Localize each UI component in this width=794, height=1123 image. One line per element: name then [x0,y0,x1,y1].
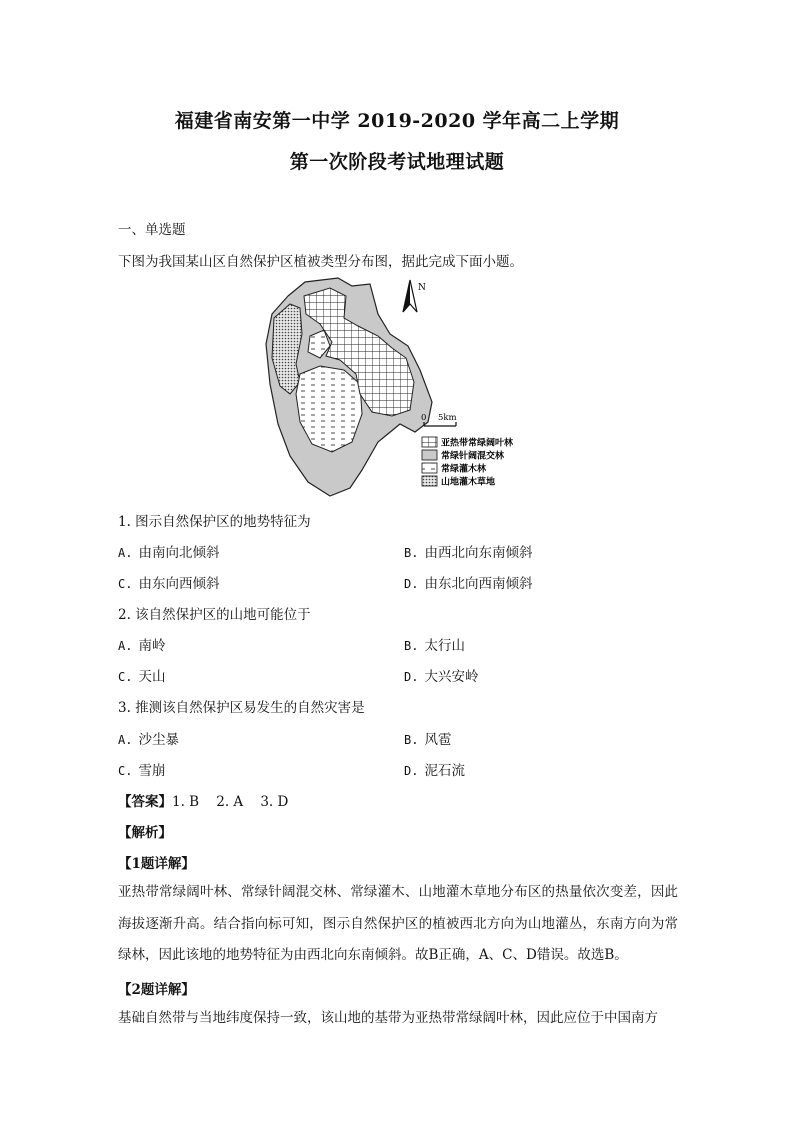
question-1-option-b [404,541,532,561]
legend-label-grassland: 山地灌木草地 [441,477,496,488]
answer-text: 1. B 2. A 3. D [172,794,289,810]
legend-swatch-mixed [422,450,437,460]
option-text: 泥石流 [424,763,465,779]
question-2-option-a [118,634,165,654]
option-text: 由东向西倾斜 [138,576,220,592]
legend-label-mixed: 常绿针阔混交林 [441,451,505,462]
intro-text: 下图为我国某山区自然保护区植被类型分布图，据此完成下面小题。 [118,254,523,270]
detail-2-label: 【2题详解】 [118,982,195,998]
option-text: 沙尘暴 [138,732,179,748]
scale-distance-label: 5km [438,413,457,423]
north-arrow [403,280,417,312]
legend-swatch-broadleaf [422,437,437,447]
title-line-2: 第一次阶段考试地理试题 [289,151,505,173]
option-label: B. [404,733,419,747]
question-3-option-b [404,728,451,748]
option-text: 雪崩 [138,763,166,779]
option-text: 天山 [138,669,166,685]
legend [422,437,514,488]
option-label: C. [118,577,133,591]
option-label: B. [404,546,419,560]
question-1-option-c [118,572,219,592]
legend-label-broadleaf: 亚热带常绿阔叶林 [441,438,514,449]
detail-2-text: 基础自然带与当地纬度保持一致，该山地的基带为亚热带常绿阔叶林，因此应位于中国南方 [118,1010,658,1026]
option-label: A. [118,733,133,747]
section-heading: 一、单选题 [118,222,186,238]
question-2-option-c [118,665,165,685]
option-text: 南岭 [138,638,166,654]
question-1-option-a [118,541,219,561]
option-text: 大兴安岭 [424,669,479,685]
option-label: C. [118,670,133,684]
option-text: 风雹 [424,732,452,748]
question-1-stem: 1. 图示自然保护区的地势特征为 [118,514,311,530]
option-label: A. [118,546,133,560]
question-3-option-d [404,759,465,779]
option-text: 由南向北倾斜 [138,545,220,561]
answer-label: 【答案】 [118,794,172,810]
option-label: A. [118,639,133,653]
question-1-option-d [404,572,532,592]
answer-line [118,790,288,810]
vegetation-map-figure [260,274,560,504]
option-label: B. [404,639,419,653]
legend-swatch-grassland [422,476,437,486]
title-line-1: 福建省南安第一中学 2019-2020 学年高二上学期 [174,110,620,132]
question-2-option-d [404,665,478,685]
option-text: 由东北向西南倾斜 [424,576,533,592]
option-label: D. [404,577,419,591]
question-2-option-b [404,634,465,654]
question-3-option-c [118,759,165,779]
question-2-stem: 2. 该自然保护区的山地可能位于 [118,607,311,623]
legend-label-shrub-forest: 常绿灌木林 [441,464,487,475]
analysis-label: 【解析】 [118,825,172,841]
option-text: 太行山 [424,638,465,654]
option-label: D. [404,670,419,684]
option-text: 由西北向东南倾斜 [424,545,533,561]
question-3-option-a [118,728,179,748]
north-label: N [418,283,426,293]
legend-swatch-shrub-forest [422,463,437,473]
option-label: D. [404,764,419,778]
question-3-stem: 3. 推测该自然保护区易发生的自然灾害是 [118,700,365,716]
option-label: C. [118,764,133,778]
scale-zero-label: 0 [421,413,427,423]
detail-1-label: 【1题详解】 [118,856,195,872]
detail-1-text: 亚热带常绿阔叶林、常绿针阔混交林、常绿灌木、山地灌木草地分布区的热量依次变差，因此海拔逐渐升高。结合指向标可知，图示自然保护区的植被西北方向为山地灌丛，东南方向为常绿林，因此该地的地势特征为由西北向东南倾斜。故B正确，A、C、D错误。故选B。 [118,884,678,963]
